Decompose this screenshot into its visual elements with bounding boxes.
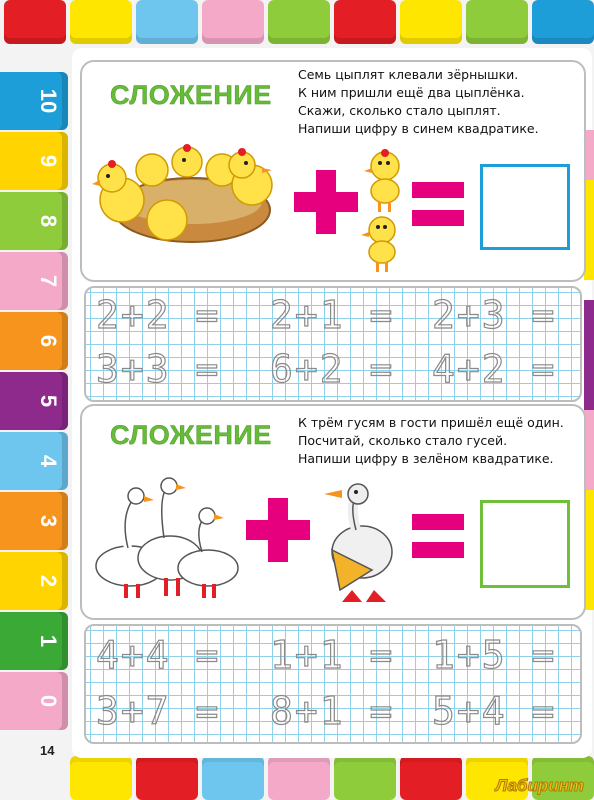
number-tab-5[interactable]: 5 (0, 372, 68, 430)
plus-sign-1 (294, 170, 358, 234)
equals-sign-1 (412, 178, 464, 230)
exercise-1-5[interactable]: 6+2 = (270, 347, 395, 391)
three-geese-illustration (90, 476, 240, 606)
number-tab-7[interactable]: 7 (0, 252, 68, 310)
exercise-2-3[interactable]: 1+5 = (432, 633, 557, 677)
number-tab-3[interactable]: 3 (0, 492, 68, 550)
exercise-1-6[interactable]: 4+2 = (432, 347, 557, 391)
section2-task-text: К трём гусям в гости пришёл ещё один. Посчитай, сколько стало гусей. Напиши цифру в зелёном квадратике. (298, 415, 564, 466)
exercise-2-1[interactable]: 4+4 = (96, 633, 221, 677)
chicks-eating-illustration (92, 140, 282, 265)
exercise-1-4[interactable]: 3+3 = (96, 347, 221, 391)
section2-title: СЛОЖЕНИЕ (110, 420, 272, 450)
exercise-2-6[interactable]: 5+4 = (432, 689, 557, 733)
number-tab-8[interactable]: 8 (0, 192, 68, 250)
exercise-2-4[interactable]: 3+7 = (96, 689, 221, 733)
goose-with-balalaika-illustration (312, 480, 408, 606)
number-tab-6[interactable]: 6 (0, 312, 68, 370)
equals-sign-2 (412, 510, 464, 562)
exercise-1-3[interactable]: 2+3 = (432, 293, 557, 337)
green-answer-box[interactable] (480, 500, 570, 588)
exercise-1-1[interactable]: 2+2 = (96, 293, 221, 337)
exercise-1-2[interactable]: 2+1 = (270, 293, 395, 337)
page-number: 14 (40, 743, 55, 758)
number-tab-1[interactable]: 1 (0, 612, 68, 670)
number-tab-2[interactable]: 2 (0, 552, 68, 610)
number-tab-10[interactable]: 10 (0, 72, 68, 130)
number-tab-9[interactable]: 9 (0, 132, 68, 190)
blue-answer-box[interactable] (480, 164, 570, 250)
number-tab-0[interactable]: 0 (0, 672, 68, 730)
number-tab-4[interactable]: 4 (0, 432, 68, 490)
exercise-2-5[interactable]: 8+1 = (270, 689, 395, 733)
section1-title: СЛОЖЕНИЕ (110, 80, 272, 110)
labirint-logo: Лабиринт (495, 776, 584, 795)
section1-task-text: Семь цыплят клевали зёрнышки. К ним пришли ещё два цыплёнка. Скажи, сколько стало цыплят. Напиши цифру в синем квадратике. (298, 67, 539, 136)
edge-strip-purple (584, 300, 594, 410)
exercise-2-2[interactable]: 1+1 = (270, 633, 395, 677)
two-chicks-illustration (360, 146, 410, 274)
plus-sign-2 (246, 498, 310, 562)
